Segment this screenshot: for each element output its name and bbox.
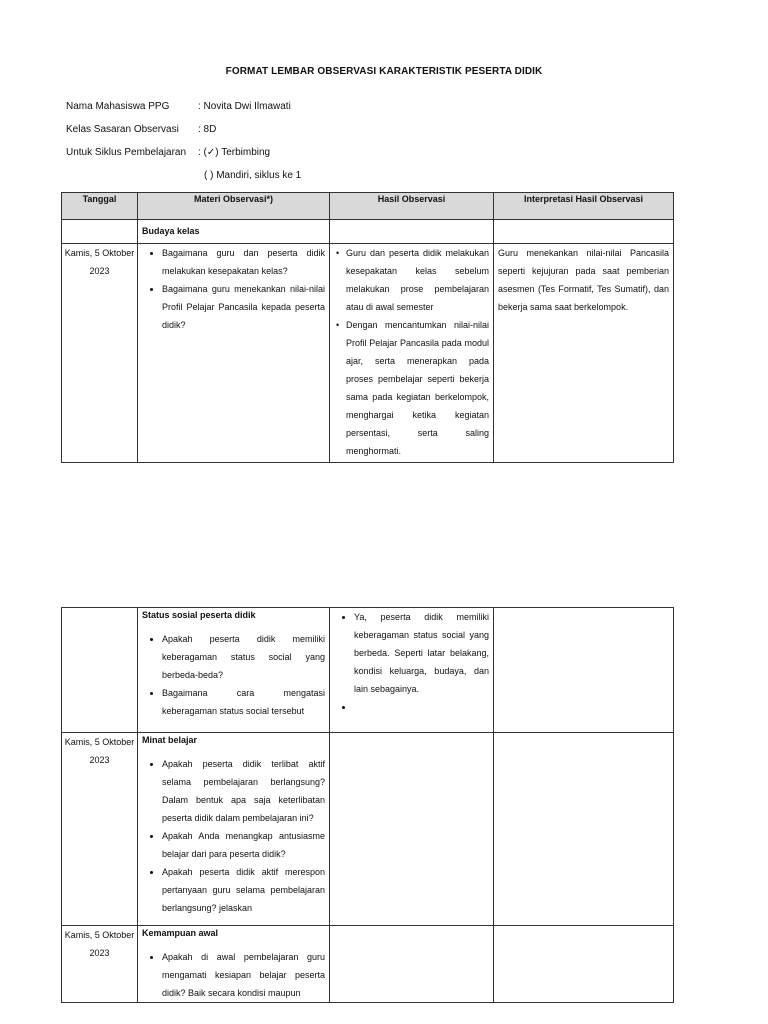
question-list xyxy=(142,630,325,720)
result-list xyxy=(334,608,489,716)
list-item: • Apakah peserta didik terlibat aktif selama pembelajaran berlangsung? Dalam bentuk apa saja keterlibatan peserta didik dalam pembelajaran ini? xyxy=(162,755,325,827)
question-list xyxy=(142,948,325,1002)
info-row-cycle xyxy=(66,147,270,158)
topic-label: Kemampuan awal xyxy=(142,928,219,938)
list-item: • Apakah peserta didik memiliki keberagaman status social yang berbeda-beda? xyxy=(162,630,325,684)
info-value: ( ) Mandiri, siklus ke 1 xyxy=(204,170,302,181)
list-item: • Dengan mencantumkan nilai-nilai Profil Pelajar Pancasila pada modul ajar, serta menerapkan pada proses pembelajar seperti bekerja sama pada kegiatan berkelompok, menghargai ketika kegiatan persentasi, serta saling menghormati. xyxy=(342,316,489,460)
topic-label: Minat belajar xyxy=(142,735,198,745)
topic-label: Budaya kelas xyxy=(142,226,200,236)
header-material: Materi Observasi*) xyxy=(138,193,330,220)
observation-table-2 xyxy=(61,607,674,1003)
info-row-cycle-alt xyxy=(66,170,301,181)
observation-table-1 xyxy=(61,192,674,463)
info-label: Nama Mahasiswa PPG xyxy=(66,101,170,112)
list-item: • Apakah di awal pembelajaran guru mengamati kesiapan belajar peserta didik? Baik secara kondisi maupun xyxy=(162,948,325,1002)
list-item: • Apakah peserta didik aktif merespon pertanyaan guru selama pembelajaran berlangsung? jelaskan xyxy=(162,863,325,917)
info-value: : (✓) Terbimbing xyxy=(198,147,271,158)
info-label: Kelas Sasaran Observasi xyxy=(66,124,179,135)
result-list xyxy=(334,244,489,460)
interpretation-cell: Guru menekankan nilai-nilai Pancasila seperti kejujuran pada saat pemberian asesmen (Tes Formatif, Tes Sumatif), dan bekerja sama saat berkelompok. xyxy=(494,244,674,463)
list-item: • Ya, peserta didik memiliki keberagaman status social yang berbeda. Seperti latar belakang, kondisi keluarga, budaya, dan lain sebagainya. xyxy=(354,608,489,698)
table-row xyxy=(62,220,674,244)
page-title: FORMAT LEMBAR OBSERVASI KARAKTERISTIK PESERTA DIDIK xyxy=(225,66,543,77)
info-row-name xyxy=(66,101,291,112)
list-item: • Bagaimana guru menekankan nilai-nilai Profil Pelajar Pancasila kepada peserta didik? xyxy=(162,280,325,334)
info-label: Untuk Siklus Pembelajaran xyxy=(66,147,187,158)
info-value: : 8D xyxy=(198,124,217,135)
list-item: • Bagaimana cara mengatasi keberagaman status social tersebut xyxy=(162,684,325,720)
table-header-row xyxy=(62,193,674,220)
header-result: Hasil Observasi xyxy=(330,193,494,220)
info-row-class xyxy=(66,124,216,135)
table-row xyxy=(62,733,674,926)
question-list xyxy=(142,755,325,917)
date-cell: Kamis, 5 Oktober 2023 xyxy=(62,733,138,926)
date-cell xyxy=(62,608,138,733)
header-date: Tanggal xyxy=(62,193,138,220)
list-item: • Apakah Anda menangkap antusiasme belajar dari para peserta didik? xyxy=(162,827,325,863)
date-cell: Kamis, 5 Oktober 2023 xyxy=(62,926,138,1003)
table-row xyxy=(62,244,674,463)
topic-label: Status sosial peserta didik xyxy=(142,610,256,620)
header-interpretation: Interpretasi Hasil Observasi xyxy=(494,193,674,220)
list-item: • Guru dan peserta didik melakukan kesepakatan kelas sebelum melakukan prose pembelajaran atau di awal semester xyxy=(342,244,489,316)
date-cell: Kamis, 5 Oktober 2023 xyxy=(62,244,138,463)
info-value: : Novita Dwi Ilmawati xyxy=(198,101,291,112)
list-item: • Bagaimana guru dan peserta didik melakukan kesepakatan kelas? xyxy=(162,244,325,280)
question-list xyxy=(142,244,325,334)
list-item xyxy=(354,698,489,716)
table-row xyxy=(62,608,674,733)
table-row xyxy=(62,926,674,1003)
